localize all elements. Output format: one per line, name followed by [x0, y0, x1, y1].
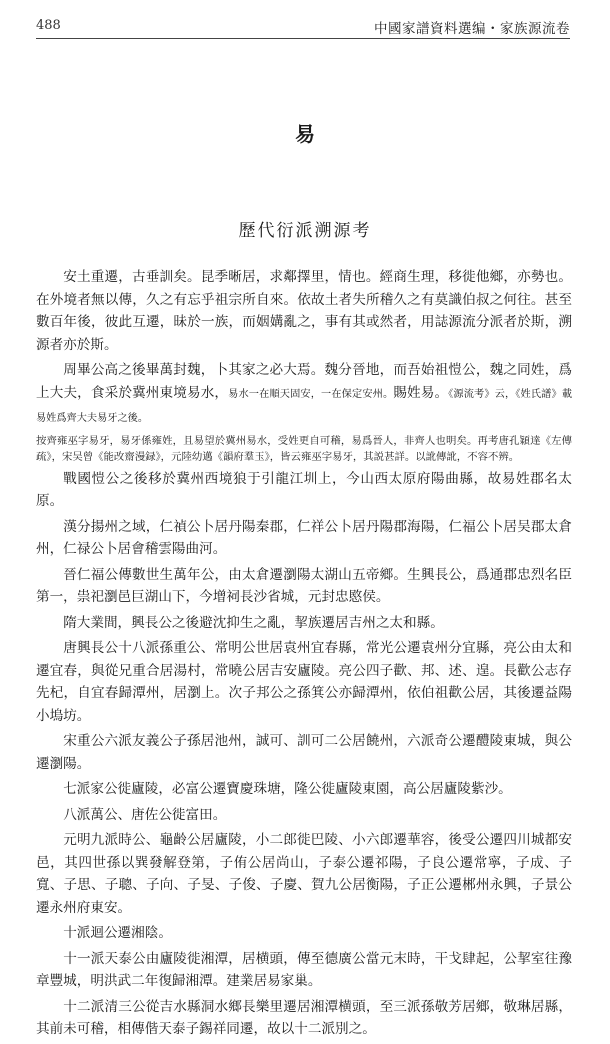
paragraph-text: 賜姓易。	[393, 384, 449, 401]
page-number: 488	[36, 18, 61, 33]
paragraph: 七派家公徙廬陵，必富公遷寶慶珠塘，隆公徙廬陵東園，高公居廬陵紫沙。	[63, 781, 512, 797]
paragraph: 漢分揚州之域，仁禎公卜居丹陽秦郡，仁祥公卜居丹陽郡海陽，仁福公卜居吴郡太倉州，仁禄公卜居會稽雲陽曲河。	[36, 518, 572, 557]
header-rule	[36, 38, 570, 39]
paragraph: 安土重遷，古垂訓矣。昆季晰居，求鄰擇里，情也。經商生理，移徙他鄉，亦勢也。在外境者無以傳，久之有忘乎祖宗所自來。依故土者失所稽久之有莫識伯叔之何往。甚至數百年後，彼此互遷，昧於一族，而姻媾亂之，事有其或然者，用誌源流分派者於斯，溯源者亦於斯。	[36, 269, 572, 353]
paragraph: 宋重公六派友義公子孫居池州，誠可、訓可二公居饒州，六派奇公遷醴陵東城，與公遷瀏陽。	[36, 733, 572, 772]
running-title: 中國家譜資料選编・家族源流卷	[374, 21, 570, 37]
paragraph: 十二派清三公從吉水縣洞水鄉長樂里遷居湘潭横頭，至三派孫敬芳居鄉，敬琳居縣，其前未可稽，相傳偕天泰子錫祥同遷，故以十二派別之。	[36, 998, 572, 1037]
section-subtitle: 歷代衍派溯源考	[238, 221, 372, 241]
section-title: 易	[295, 122, 315, 146]
body-text	[36, 266, 572, 1044]
paragraph: 唐興長公十八派孫重公、常明公世居袁州宜春縣，常光公遷袁州分宜縣，亮公由太和遷宜春，與從兄重合居湯村，常曉公居吉安廬陵。亮公四子歡、邦、述、遑。長歡公志存先杞，自宜春歸潭州，居瀏上。次子邦公之孫箕公亦歸潭州，依伯祖歡公居，其後遷益陽小塢坊。	[36, 640, 572, 724]
paragraph: 十派迴公遷湘陰。	[63, 925, 172, 941]
paragraph: 戰國愷公之後移於冀州西境狼于引龍江圳上，今山西太原府陽曲縣，故易姓郡名太原。	[36, 470, 572, 509]
page-header	[36, 16, 570, 36]
paragraph	[36, 359, 572, 431]
paragraph: 元明九派時公、龜齡公居廬陵，小二郎徙巴陵、小六郎遷華容，後受公遷四川城都安邑，其四世孫以巽發解登第，子侑公居尚山，子泰公遷祁陽，子良公遷常寧，子成、子寬、子思、子聰、子向、子旻、子俊、子慶、賀九公居衡陽，子正公遷郴州永興，子景公遷永州府東安。	[36, 832, 572, 916]
inline-note: 易水一在順天固安，一在保定安州。	[228, 388, 394, 400]
paragraph: 八派萬公、唐佐公徙富田。	[63, 806, 227, 823]
paragraph: 隋大業間，興長公之後避沈抑生之亂，挈族遷居吉州之太和縣。	[63, 614, 444, 631]
annotation-note: 按齊雍巫字易牙，易牙係雍姓，且易望於冀州易水，受姓更自可稽，易爲晉人，非齊人也明矣。再考唐孔穎達《左傳疏》，宋吴曾《能改齋漫録》，元陸幼邁《韻府羣玉》，皆云雍巫字易牙，其説甚詳。以訛傳訛，不容不辨。	[36, 434, 572, 463]
paragraph: 十一派天泰公由廬陵徙湘潭，居横頭，傳至德廣公當元末時，干戈肆起，公挈室往豫章豐城，明洪武二年復歸湘潭。建業居易家巢。	[36, 950, 572, 989]
paragraph: 晉仁福公傳數世生萬年公，由太倉遷瀏陽太湖山五帝鄉。生興長公，爲通郡忠烈名臣第一，祟祀瀏邑巨湖山下，今增祠長沙省城，元封忠愍侯。	[36, 566, 572, 605]
paragraph-text: 周畢公高之後畢萬封魏，卜其家之必大焉。魏分晉地，而吾始祖愷公，魏之同姓，爲上大夫，食采於冀州東境易水，	[36, 362, 572, 401]
inline-note: 《源流考》云，《姓氏譜》載易姓爲齊大夫易牙之後。	[36, 388, 573, 424]
